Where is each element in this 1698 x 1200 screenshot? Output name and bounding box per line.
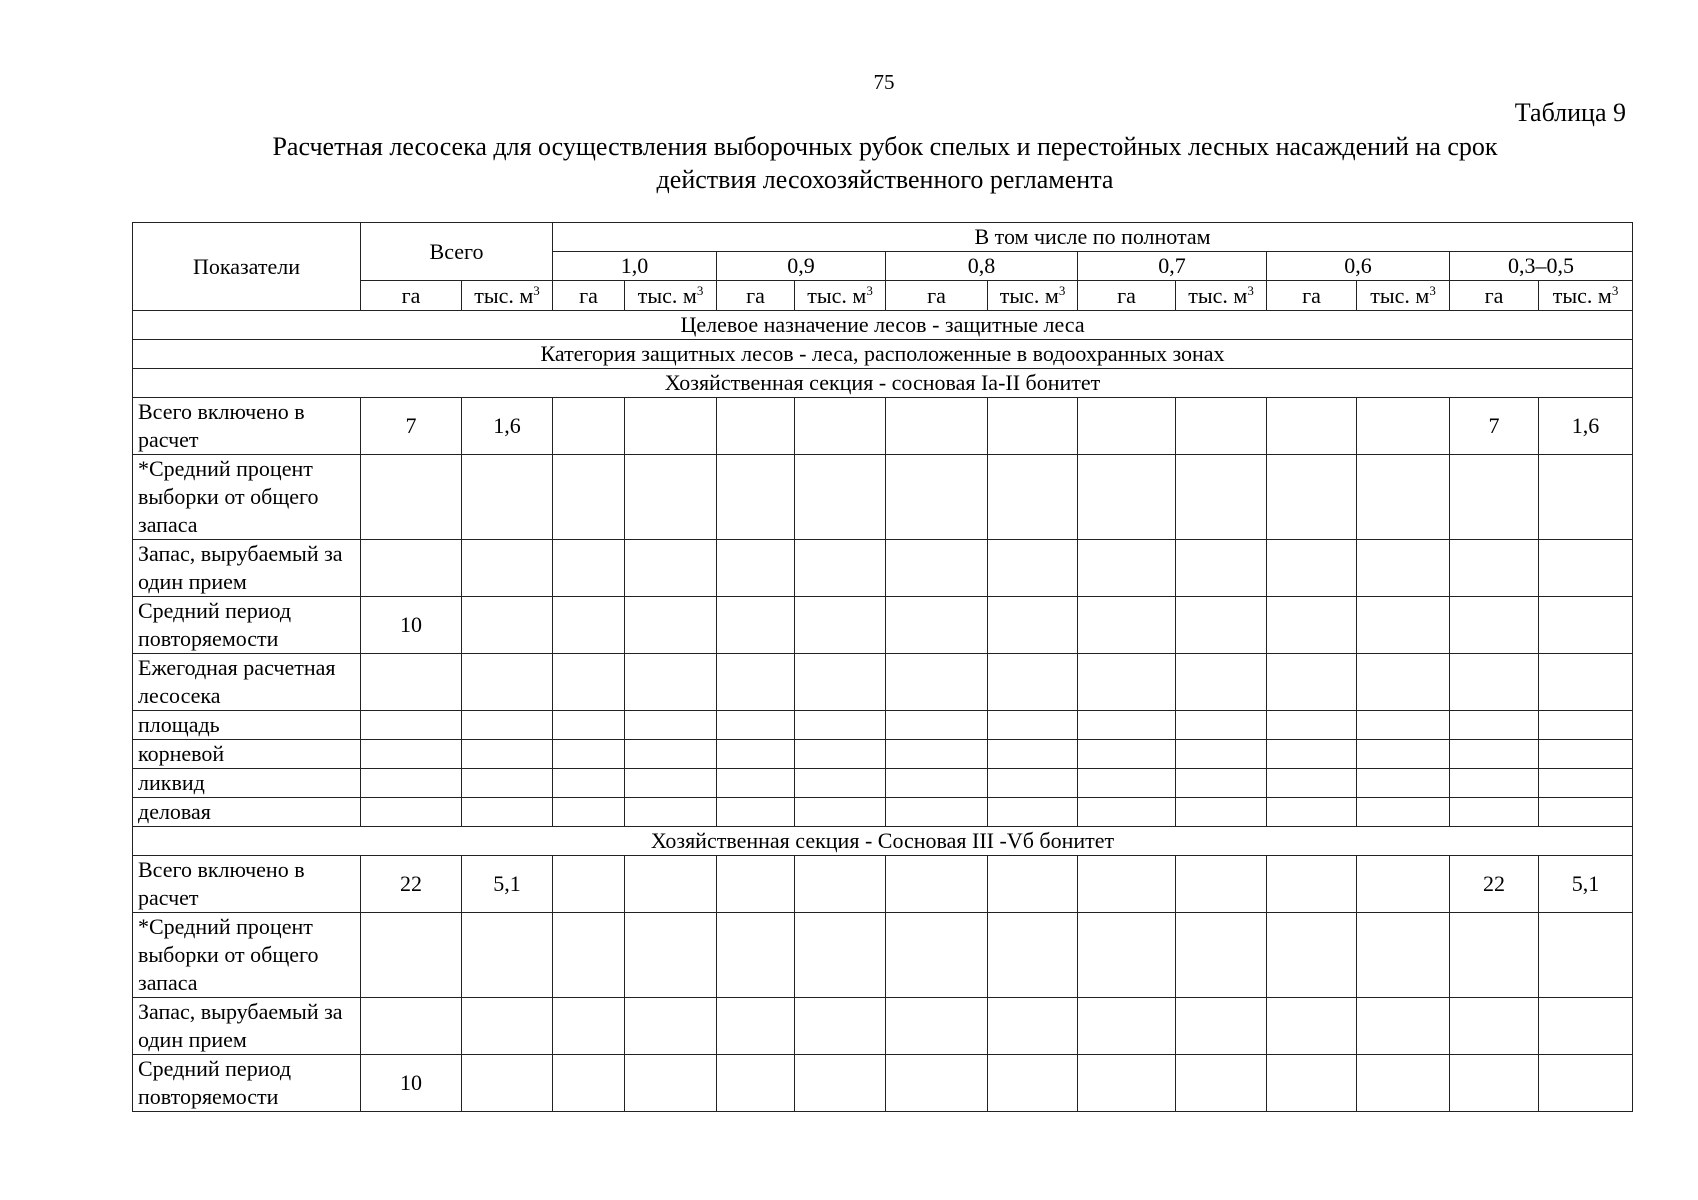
table-cell: [1078, 654, 1176, 711]
table-cell: [553, 998, 625, 1055]
table-cell: [1357, 455, 1450, 540]
table-cell: [462, 740, 553, 769]
row-label: деловая: [133, 798, 361, 827]
table-cell: [1078, 769, 1176, 798]
table-cell: [625, 597, 717, 654]
table-cell: [1357, 798, 1450, 827]
title-line-1: Расчетная лесосека для осуществления выборочных рубок спелых и перестойных лесных насаждений на срок: [272, 132, 1498, 161]
table-cell: [988, 798, 1078, 827]
table-cell: [1357, 711, 1450, 740]
table-cell: [462, 913, 553, 998]
table-cell: [795, 597, 886, 654]
table-cell: [1450, 1055, 1539, 1112]
table-cell: 7: [361, 398, 462, 455]
row-label: Средний период повторяемости: [133, 1055, 361, 1112]
table-row: [133, 798, 1633, 827]
unit-volume: [1539, 281, 1633, 311]
row-label: *Средний процент выборки от общего запаса: [133, 913, 361, 998]
table-row: [133, 711, 1633, 740]
table-cell: [886, 711, 988, 740]
table-cell: [625, 740, 717, 769]
table-cell: [553, 398, 625, 455]
unit-ha: га: [1078, 281, 1176, 311]
table-cell: [717, 998, 795, 1055]
unit-volume-sup: 3: [1058, 282, 1066, 298]
table-row: [133, 998, 1633, 1055]
table-cell: [1539, 540, 1633, 597]
table-cell: [1078, 856, 1176, 913]
table-cell: [886, 798, 988, 827]
cutting-area-table: [132, 222, 1633, 1112]
table-cell: [1450, 597, 1539, 654]
table-cell: [1450, 455, 1539, 540]
table-cell: [886, 856, 988, 913]
table-cell: [1357, 740, 1450, 769]
table-cell: [886, 597, 988, 654]
table-cell: [717, 1055, 795, 1112]
header-density: 0,8: [886, 252, 1078, 281]
table-cell: [1357, 540, 1450, 597]
table-row: [133, 654, 1633, 711]
table-cell: [462, 769, 553, 798]
table-cell: [361, 540, 462, 597]
table-cell: [1078, 398, 1176, 455]
table-cell: [795, 711, 886, 740]
table-cell: [886, 740, 988, 769]
unit-volume-sup: 3: [1611, 282, 1619, 298]
table-cell: [361, 654, 462, 711]
table-cell: [625, 798, 717, 827]
table-cell: [886, 540, 988, 597]
table-cell: [1267, 654, 1357, 711]
table-cell: [795, 398, 886, 455]
table-cell: [1078, 711, 1176, 740]
header-density: 0,3–0,5: [1450, 252, 1633, 281]
table-cell: [795, 856, 886, 913]
table-cell: [795, 1055, 886, 1112]
unit-volume-text: тыс. м: [637, 282, 697, 308]
unit-volume-text: тыс. м: [807, 282, 867, 308]
section-title: Хозяйственная секция - Сосновая III -Vб бонитет: [133, 827, 1633, 856]
table-cell: [717, 711, 795, 740]
table-cell: [1357, 1055, 1450, 1112]
page-number: 75: [873, 70, 895, 94]
table-cell: [1450, 998, 1539, 1055]
table-cell: [1450, 798, 1539, 827]
table-row: [133, 398, 1633, 455]
unit-volume-text: тыс. м: [474, 282, 534, 308]
row-label: Всего включено в расчет: [133, 398, 361, 455]
table-cell: [553, 740, 625, 769]
table-cell: [886, 998, 988, 1055]
table-cell: [988, 998, 1078, 1055]
table-cell: [717, 740, 795, 769]
unit-ha: га: [553, 281, 625, 311]
table-cell: [625, 654, 717, 711]
header-row-1: [133, 223, 1633, 252]
unit-volume-sup: 3: [1429, 282, 1436, 298]
table-cell: [1176, 798, 1267, 827]
table-cell: [1450, 711, 1539, 740]
table-cell: [795, 998, 886, 1055]
table-cell: [625, 913, 717, 998]
unit-ha: га: [1450, 281, 1539, 311]
unit-volume: [795, 281, 886, 311]
table-cell: [1539, 654, 1633, 711]
row-label: площадь: [133, 711, 361, 740]
unit-volume-sup: 3: [866, 282, 873, 298]
table-cell: [1539, 769, 1633, 798]
table-cell: [1267, 540, 1357, 597]
table-cell: 1,6: [462, 398, 553, 455]
row-label: Всего включено в расчет: [133, 856, 361, 913]
table-cell: [553, 455, 625, 540]
unit-volume-text: тыс. м: [999, 282, 1059, 308]
table-cell: [625, 769, 717, 798]
header-total: Всего: [361, 223, 553, 281]
banner-row: [133, 311, 1633, 340]
table-cell: [462, 798, 553, 827]
table-cell: [1078, 998, 1176, 1055]
table-cell: [988, 398, 1078, 455]
table-cell: [886, 913, 988, 998]
table-cell: [625, 540, 717, 597]
row-label: *Средний процент выборки от общего запаса: [133, 455, 361, 540]
unit-volume-sup: 3: [696, 282, 704, 298]
table-cell: [1357, 913, 1450, 998]
table-cell: [988, 913, 1078, 998]
table-cell: [361, 913, 462, 998]
unit-volume: [625, 281, 717, 311]
table-cell: [1267, 913, 1357, 998]
table-row: [133, 540, 1633, 597]
unit-volume-text: тыс. м: [1370, 282, 1430, 308]
table-cell: [1267, 856, 1357, 913]
table-cell: [1450, 769, 1539, 798]
table-cell: [988, 455, 1078, 540]
table-cell: [1450, 654, 1539, 711]
unit-volume: [462, 281, 553, 311]
table-cell: [795, 798, 886, 827]
table-cell: [462, 654, 553, 711]
table-cell: 10: [361, 597, 462, 654]
table-cell: [1267, 455, 1357, 540]
table-cell: [462, 1055, 553, 1112]
table-cell: [1267, 769, 1357, 798]
table-cell: [361, 455, 462, 540]
table-cell: [1267, 1055, 1357, 1112]
row-label: ликвид: [133, 769, 361, 798]
table-cell: [361, 798, 462, 827]
table-row: [133, 913, 1633, 998]
table-cell: [886, 455, 988, 540]
table-cell: [553, 856, 625, 913]
table-cell: [1539, 711, 1633, 740]
table-cell: [717, 654, 795, 711]
table-cell: [1078, 455, 1176, 540]
table-cell: [795, 740, 886, 769]
table-cell: [1267, 398, 1357, 455]
table-cell: [1450, 540, 1539, 597]
table-cell: [462, 540, 553, 597]
table-cell: [795, 455, 886, 540]
table-cell: [988, 769, 1078, 798]
table-cell: [361, 769, 462, 798]
table-cell: 7: [1450, 398, 1539, 455]
table-cell: [886, 398, 988, 455]
table-row: [133, 597, 1633, 654]
table-cell: [1539, 1055, 1633, 1112]
section-row: [133, 369, 1633, 398]
table-cell: [1176, 597, 1267, 654]
unit-ha: га: [1267, 281, 1357, 311]
table-cell: [717, 769, 795, 798]
table-cell: [625, 711, 717, 740]
table-cell: [1539, 740, 1633, 769]
table-cell: [1267, 798, 1357, 827]
header-density: 1,0: [553, 252, 717, 281]
table-cell: [988, 540, 1078, 597]
table-cell: [988, 740, 1078, 769]
document-title: [200, 130, 1570, 196]
table-cell: [1357, 998, 1450, 1055]
table-cell: [1450, 913, 1539, 998]
table-cell: [553, 913, 625, 998]
table-cell: [717, 597, 795, 654]
table-cell: 22: [361, 856, 462, 913]
unit-ha: га: [361, 281, 462, 311]
table-cell: [553, 654, 625, 711]
table-cell: [1078, 1055, 1176, 1112]
table-cell: [361, 998, 462, 1055]
table-cell: [1176, 455, 1267, 540]
table-cell: [1078, 913, 1176, 998]
table-cell: [1539, 913, 1633, 998]
table-cell: [1176, 711, 1267, 740]
table-cell: [988, 654, 1078, 711]
table-row: [133, 769, 1633, 798]
table-cell: 5,1: [1539, 856, 1633, 913]
table-cell: [361, 711, 462, 740]
table-cell: [1176, 654, 1267, 711]
table-cell: [625, 398, 717, 455]
unit-volume-text: тыс. м: [1552, 282, 1612, 308]
section-title: Хозяйственная секция - сосновая Iа-II бонитет: [133, 369, 1633, 398]
table-cell: [795, 769, 886, 798]
table-cell: [1078, 740, 1176, 769]
table-cell: [1357, 398, 1450, 455]
unit-volume-sup: 3: [1247, 282, 1254, 298]
table-cell: [625, 455, 717, 540]
row-label: корневой: [133, 740, 361, 769]
table-cell: 1,6: [1539, 398, 1633, 455]
table-cell: [553, 597, 625, 654]
table-cell: [1078, 597, 1176, 654]
table-cell: [553, 1055, 625, 1112]
table-cell: [361, 740, 462, 769]
table-cell: [553, 769, 625, 798]
table-cell: [1357, 856, 1450, 913]
table-cell: [717, 856, 795, 913]
table-cell: [1078, 798, 1176, 827]
unit-volume: [1357, 281, 1450, 311]
table-cell: [1176, 1055, 1267, 1112]
header-density: 0,7: [1078, 252, 1267, 281]
table-cell: [1176, 398, 1267, 455]
unit-volume: [988, 281, 1078, 311]
table-cell: [1176, 769, 1267, 798]
table-row: [133, 856, 1633, 913]
table-cell: [988, 711, 1078, 740]
table-cell: [988, 1055, 1078, 1112]
table-cell: [886, 769, 988, 798]
section-row: [133, 827, 1633, 856]
table-cell: [625, 998, 717, 1055]
table-row: [133, 455, 1633, 540]
unit-volume-text: тыс. м: [1188, 282, 1248, 308]
table-cell: [462, 597, 553, 654]
table-cell: [1539, 998, 1633, 1055]
unit-ha: га: [886, 281, 988, 311]
table-cell: [886, 654, 988, 711]
table-cell: [1450, 740, 1539, 769]
header-indicators: Показатели: [133, 223, 361, 311]
row-label: Запас, вырубаемый за один прием: [133, 540, 361, 597]
category-banner: Категория защитных лесов - леса, расположенные в водоохранных зонах: [133, 340, 1633, 369]
table-cell: [462, 998, 553, 1055]
table-cell: [1176, 856, 1267, 913]
table-cell: [988, 597, 1078, 654]
table-cell: [1357, 597, 1450, 654]
table-cell: [717, 398, 795, 455]
table-cell: [717, 455, 795, 540]
table-cell: [795, 540, 886, 597]
unit-volume: [1176, 281, 1267, 311]
table-row: [133, 740, 1633, 769]
table-label: Таблица 9: [1514, 98, 1626, 127]
table-cell: [1176, 998, 1267, 1055]
table-cell: [462, 711, 553, 740]
table-cell: [1357, 654, 1450, 711]
table-cell: [625, 1055, 717, 1112]
header-including: В том числе по полнотам: [553, 223, 1633, 252]
table-cell: [1539, 798, 1633, 827]
table-cell: [1267, 998, 1357, 1055]
unit-volume-sup: 3: [533, 282, 540, 298]
table-cell: [1267, 597, 1357, 654]
table-cell: [553, 798, 625, 827]
table-cell: [1176, 540, 1267, 597]
table-cell: [1539, 597, 1633, 654]
row-label: Ежегодная расчетная лесосека: [133, 654, 361, 711]
purpose-banner: Целевое назначение лесов - защитные леса: [133, 311, 1633, 340]
table-cell: [1267, 711, 1357, 740]
table-cell: [1078, 540, 1176, 597]
table-cell: 5,1: [462, 856, 553, 913]
table-cell: [717, 798, 795, 827]
table-cell: 10: [361, 1055, 462, 1112]
table-row: [133, 1055, 1633, 1112]
banner-row: [133, 340, 1633, 369]
title-line-2: действия лесохозяйственного регламента: [656, 165, 1114, 194]
table-cell: [795, 913, 886, 998]
row-label: Запас, вырубаемый за один прием: [133, 998, 361, 1055]
table-cell: [717, 913, 795, 998]
table-cell: [1539, 455, 1633, 540]
table-cell: 22: [1450, 856, 1539, 913]
table-cell: [1357, 769, 1450, 798]
table-cell: [717, 540, 795, 597]
table-cell: [1267, 740, 1357, 769]
row-label: Средний период повторяемости: [133, 597, 361, 654]
table-cell: [462, 455, 553, 540]
table-cell: [886, 1055, 988, 1112]
unit-ha: га: [717, 281, 795, 311]
table-cell: [1176, 913, 1267, 998]
table-cell: [553, 540, 625, 597]
header-density: 0,9: [717, 252, 886, 281]
header-density: 0,6: [1267, 252, 1450, 281]
table-cell: [625, 856, 717, 913]
table-cell: [553, 711, 625, 740]
table-cell: [795, 654, 886, 711]
table-cell: [1176, 740, 1267, 769]
table-cell: [988, 856, 1078, 913]
